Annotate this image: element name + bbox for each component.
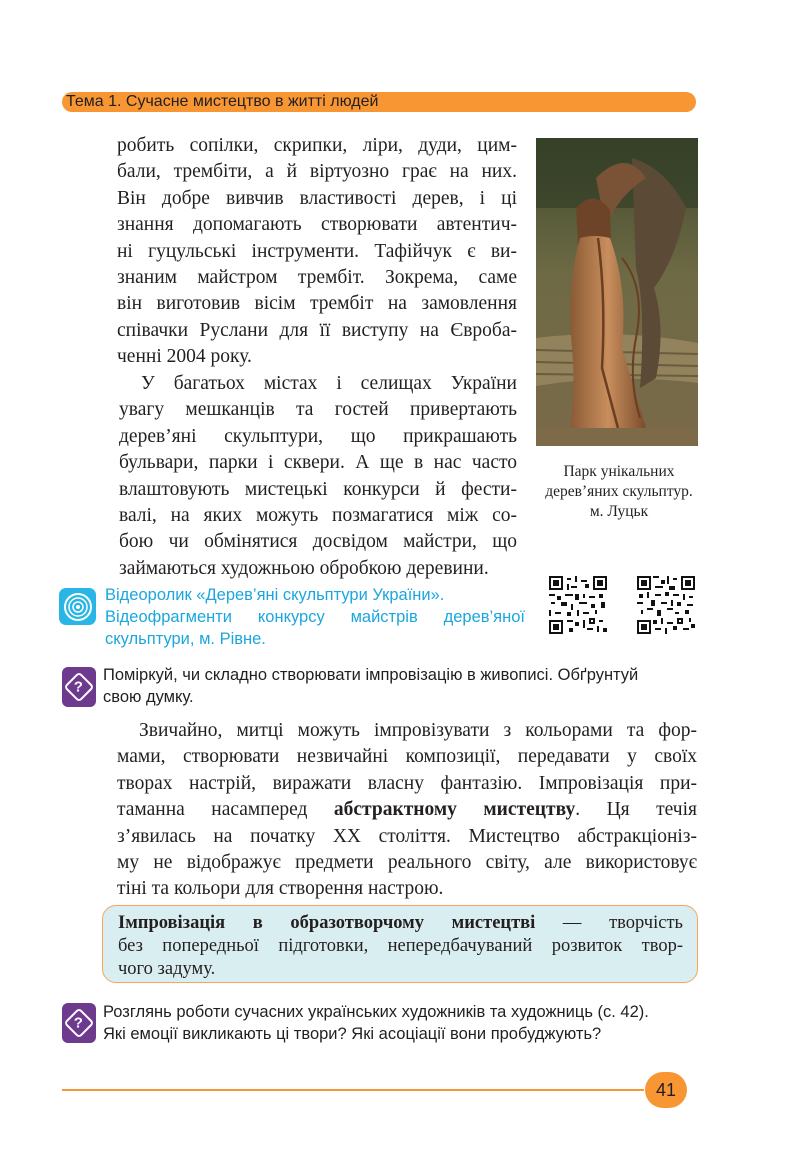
question-mark: ? [74,1014,84,1032]
text-line-with-term [117,797,697,823]
text-line: він виготовив вісім трембіт на замовлення [117,293,517,315]
question-2-text [103,1001,699,1045]
definition-term: Імпровізація в образотворчому мистецтві [118,913,536,933]
question-line: Розглянь роботи сучасних українських художників та художниць (с. 42). [103,1003,649,1021]
text-line: Він добре вивчив властивості дерев, і ці [117,187,517,209]
text-line: співачки Руслани для її виступу на Євроба- [117,319,517,341]
definition-line: без попередньої підготовки, непередбачуваний розвиток твор- [118,936,683,956]
text-line: з’явилась на початку XX століття. Мистецтво абстракціоніз- [117,825,697,847]
caption-line: Парк унікальних [563,463,675,480]
page-number [645,1072,687,1108]
text-line: дерев’яні скульптури, що прикрашають [119,425,517,447]
text-line: займаються художньою обробкою деревини. [119,557,489,579]
text-line: Звичайно, митці можуть імпровізувати з кольорами та фор- [139,720,697,741]
question-1-text [103,664,699,708]
caption-line: дерев’яних скульптур. [545,483,693,500]
text-fragment: таманна насамперед [117,799,334,821]
photo-caption [530,462,708,522]
text-line: бали, трембіти, а й віртуозно грає на них. [117,161,517,183]
video-link-2-cont[interactable]: скульптури, м. Рівне. [105,630,266,648]
text-line: мами, створювати незвичайні композиції, передавати у своїх [117,746,697,768]
question-line: свою думку. [103,688,194,706]
video-disc-icon [59,588,96,625]
paragraph-1 [117,133,517,371]
text-line: знаним майстром трембіт. Зокрема, саме [117,267,517,289]
wooden-sculpture-photo [536,138,698,446]
caption-line: м. Луцьк [589,503,649,520]
qr-code-icon[interactable] [637,576,695,634]
bold-term: абстрактному мистецтву [333,799,576,821]
video-links [105,584,525,650]
text-line: тіні та кольори для створення настрою. [117,878,444,900]
question-icon [62,1003,96,1043]
paragraph-2 [117,371,517,582]
question-line: Які емоції викликають ці твори? Які асоціації вони пробуджують? [103,1025,602,1043]
paragraph-3 [117,718,697,903]
text-line: робить сопілки, скрипки, ліри, дуди, цим- [117,135,517,156]
text-line: У багатьох містах і селищах України [141,373,517,394]
text-line: влаштовують мистецькі конкурси й фести- [119,478,517,500]
footer-divider [62,1089,644,1091]
video-link-1[interactable]: Відеоролик «Дерев’яні скульптури України». [105,586,445,604]
question-icon [62,667,96,707]
definition-box [102,905,698,983]
video-link-2[interactable]: Відеофрагменти конкурсу майстрів дерев’яної [105,608,525,626]
chapter-header [62,92,696,112]
text-line: бульвари, парки і сквери. А ще в нас часто [119,452,517,474]
definition-line: чого задуму. [118,959,216,979]
definition-text: — творчість [535,913,683,933]
text-line: валі, на яких можуть позмагатися між со- [119,505,517,527]
chapter-title: Тема 1. Сучасне мистецтво в житті людей [66,93,379,110]
question-line: Поміркуй, чи складно створювати імпровізацію в живописі. Обґрунтуй [103,666,639,684]
sculpture-illustration [536,138,698,446]
text-line: ні гуцульські інструменти. Тафійчук є ви- [117,240,517,262]
text-line: му не відображує предмети реального світу, але використовує [117,852,697,874]
text-line: увагу мешканців та гостей привертають [119,399,517,421]
definition-line [118,912,683,935]
text-line: бою чи обмінятися досвідом майстри, що [119,531,517,553]
text-fragment: . Ця течія [575,799,697,821]
question-mark: ? [74,678,84,696]
text-line: знання допомагають створювати автентич- [117,214,517,236]
text-line: ченні 2004 року. [117,346,252,368]
qr-code-icon[interactable] [549,576,607,634]
page-number-text: 41 [655,1079,677,1100]
text-line: творах настрій, виражати власну фантазію. Імпровізація при- [117,772,697,794]
